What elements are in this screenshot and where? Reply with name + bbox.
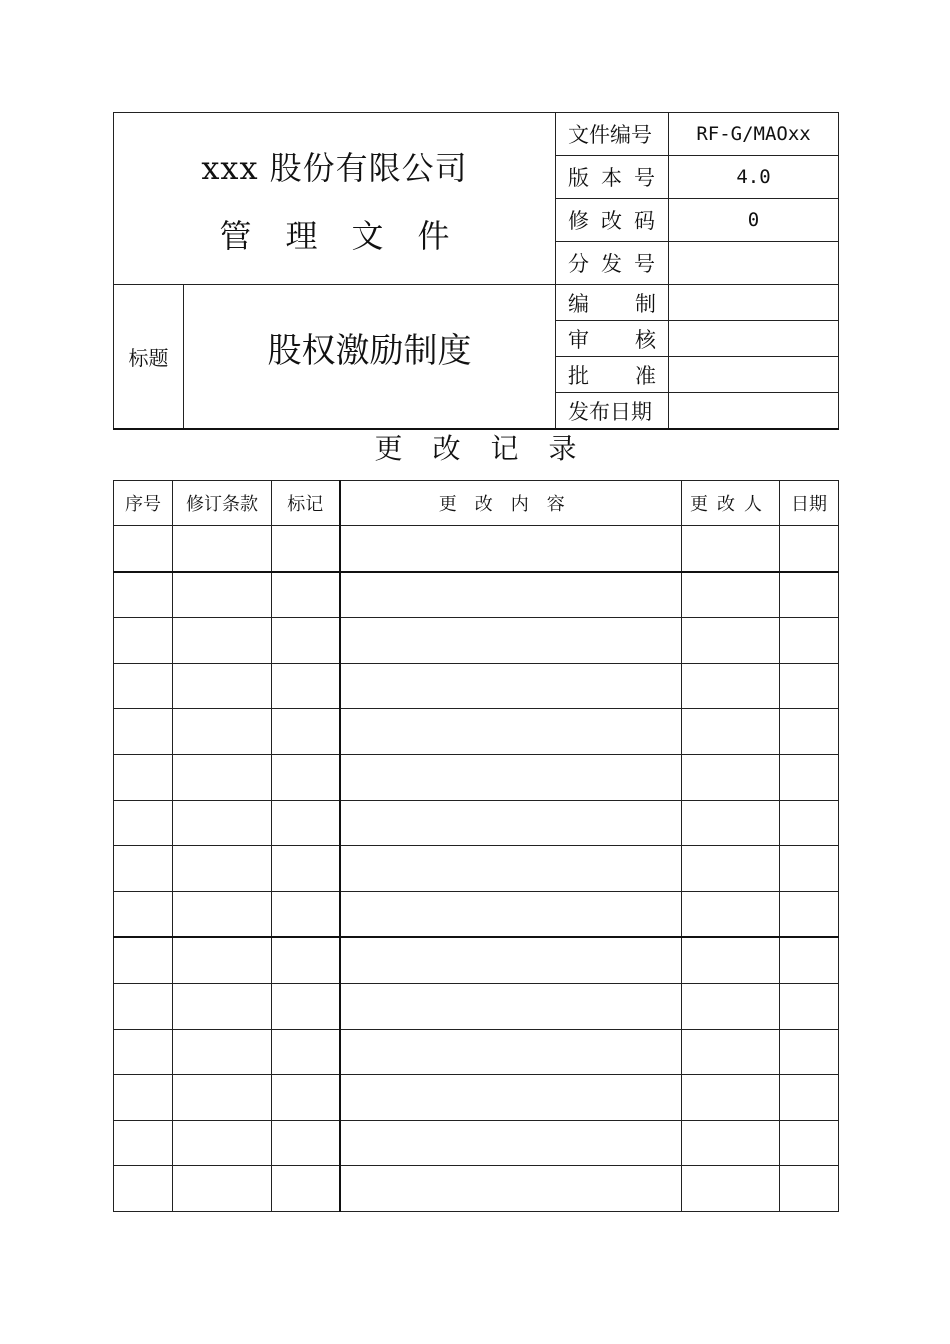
table-cell — [272, 572, 340, 618]
table-cell — [173, 1075, 272, 1121]
table-cell — [114, 526, 173, 572]
table-cell — [173, 526, 272, 572]
table-cell — [173, 1166, 272, 1212]
column-header-revised-clause: 修订条款 — [173, 481, 272, 526]
document-header-table — [113, 112, 839, 430]
table-cell — [173, 572, 272, 618]
table-cell — [682, 1029, 780, 1075]
table-cell — [173, 891, 272, 937]
table-cell — [173, 983, 272, 1029]
prepared-by-value — [669, 285, 839, 321]
table-cell — [173, 1120, 272, 1166]
table-row — [114, 1075, 839, 1121]
table-cell — [780, 1166, 839, 1212]
table-cell — [272, 983, 340, 1029]
table-cell — [682, 1075, 780, 1121]
table-cell — [340, 754, 682, 800]
table-cell — [173, 618, 272, 664]
table-cell — [780, 526, 839, 572]
table-row — [114, 846, 839, 892]
release-date-label: 发布日期 — [556, 393, 669, 429]
table-cell — [682, 663, 780, 709]
table-cell — [114, 754, 173, 800]
table-cell — [340, 983, 682, 1029]
table-cell — [114, 891, 173, 937]
table-row — [114, 1120, 839, 1166]
document-type: 管理文件 — [219, 216, 484, 255]
table-cell — [682, 800, 780, 846]
change-record-table — [113, 480, 839, 1212]
change-record-body — [114, 526, 839, 1212]
table-cell — [173, 1029, 272, 1075]
distribution-number-value — [669, 242, 839, 285]
table-cell — [114, 983, 173, 1029]
table-cell — [340, 1075, 682, 1121]
table-cell — [272, 937, 340, 983]
table-cell — [272, 891, 340, 937]
table-cell — [114, 846, 173, 892]
table-cell — [114, 800, 173, 846]
table-cell — [340, 800, 682, 846]
table-row — [114, 526, 839, 572]
table-cell — [114, 572, 173, 618]
table-row — [114, 1166, 839, 1212]
table-row — [114, 709, 839, 755]
table-row — [114, 937, 839, 983]
table-cell — [682, 983, 780, 1029]
table-cell — [173, 709, 272, 755]
table-cell — [114, 1166, 173, 1212]
column-header-change-content: 更改内容 — [340, 481, 682, 526]
document-title: 股权激励制度 — [267, 331, 472, 372]
table-cell — [780, 709, 839, 755]
table-cell — [340, 1120, 682, 1166]
column-header-serial: 序号 — [114, 481, 173, 526]
company-block — [114, 113, 556, 285]
reviewed-by-label: 审 核 — [556, 321, 669, 357]
table-row — [114, 754, 839, 800]
table-cell — [340, 937, 682, 983]
table-cell — [682, 526, 780, 572]
table-cell — [114, 1029, 173, 1075]
version-label: 版本号 — [556, 156, 669, 199]
table-cell — [682, 937, 780, 983]
table-row — [114, 572, 839, 618]
table-cell — [114, 663, 173, 709]
table-row — [114, 618, 839, 664]
table-cell — [272, 846, 340, 892]
table-cell — [682, 754, 780, 800]
table-cell — [682, 1120, 780, 1166]
table-cell — [272, 709, 340, 755]
table-cell — [272, 754, 340, 800]
table-cell — [340, 526, 682, 572]
table-cell — [114, 618, 173, 664]
table-cell — [780, 983, 839, 1029]
doc-number-label: 文件编号 — [556, 113, 669, 156]
title-label: 标题 — [114, 285, 184, 429]
table-cell — [340, 709, 682, 755]
approved-by-value — [669, 357, 839, 393]
release-date-value — [669, 393, 839, 429]
column-header-changed-by: 更改人 — [682, 481, 780, 526]
table-cell — [114, 1075, 173, 1121]
table-cell — [780, 1029, 839, 1075]
table-cell — [114, 937, 173, 983]
distribution-number-label: 分发号 — [556, 242, 669, 285]
table-cell — [173, 800, 272, 846]
column-header-date: 日期 — [780, 481, 839, 526]
reviewed-by-value — [669, 321, 839, 357]
table-cell — [340, 572, 682, 618]
table-cell — [780, 800, 839, 846]
table-cell — [272, 526, 340, 572]
table-cell — [173, 754, 272, 800]
table-cell — [173, 663, 272, 709]
table-cell — [780, 663, 839, 709]
version-value: 4.0 — [669, 156, 839, 199]
table-cell — [340, 663, 682, 709]
table-cell — [780, 1075, 839, 1121]
table-cell — [682, 1166, 780, 1212]
table-row — [114, 800, 839, 846]
table-cell — [114, 709, 173, 755]
prepared-by-label: 编 制 — [556, 285, 669, 321]
change-record-heading: 更改记录 — [374, 432, 607, 465]
revision-code-label: 修改码 — [556, 199, 669, 242]
table-cell — [780, 1120, 839, 1166]
approved-by-label: 批 准 — [556, 357, 669, 393]
table-cell — [682, 846, 780, 892]
column-header-mark: 标记 — [272, 481, 340, 526]
doc-number-value: RF-G/MAOxx — [669, 113, 839, 156]
revision-code-value: 0 — [669, 199, 839, 242]
table-cell — [780, 618, 839, 664]
table-cell — [340, 846, 682, 892]
table-cell — [114, 1120, 173, 1166]
table-cell — [780, 891, 839, 937]
table-cell — [173, 846, 272, 892]
table-cell — [340, 1166, 682, 1212]
company-name: xxx 股份有限公司 — [201, 148, 468, 187]
table-cell — [272, 800, 340, 846]
table-row — [114, 983, 839, 1029]
table-cell — [272, 618, 340, 664]
table-cell — [780, 846, 839, 892]
table-cell — [340, 1029, 682, 1075]
document-title-cell — [184, 285, 556, 429]
table-cell — [780, 572, 839, 618]
table-cell — [272, 1120, 340, 1166]
table-cell — [272, 1166, 340, 1212]
table-cell — [682, 572, 780, 618]
table-cell — [780, 754, 839, 800]
table-cell — [340, 618, 682, 664]
table-cell — [682, 618, 780, 664]
table-cell — [272, 663, 340, 709]
table-cell — [682, 709, 780, 755]
table-cell — [780, 937, 839, 983]
table-cell — [173, 937, 272, 983]
table-row — [114, 1029, 839, 1075]
table-row — [114, 891, 839, 937]
table-cell — [682, 891, 780, 937]
table-cell — [272, 1029, 340, 1075]
table-cell — [272, 1075, 340, 1121]
table-cell — [340, 891, 682, 937]
table-row — [114, 663, 839, 709]
